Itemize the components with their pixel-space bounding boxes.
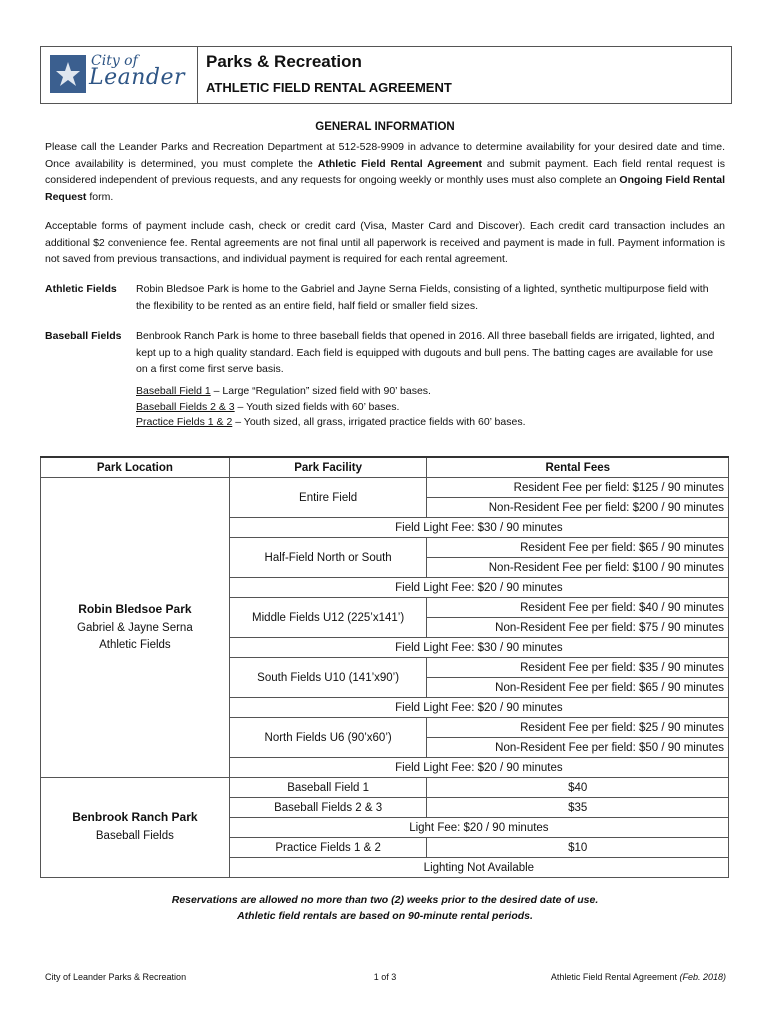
payment-paragraph: Acceptable forms of payment include cash, check or credit card (Visa, Master Card and Discover). Each credit card transaction includes an additional $2 convenience fee. Rental agreements are not final until all paperwork is received and payment is made in full. Payment information is not saved from previous transactions, and individual payment is required for each rental agreement.: [45, 220, 725, 265]
header-park-location: Park Location: [41, 457, 230, 478]
footer-left: City of Leander Parks & Recreation: [45, 972, 187, 982]
rental-fees-table: [40, 456, 729, 878]
resident-fee-cell: Resident Fee per field: $25 / 90 minutes: [427, 718, 729, 738]
nonresident-fee-cell: Non-Resident Fee per field: $200 / 90 minutes: [427, 498, 729, 518]
resident-fee-cell: Resident Fee per field: $40 / 90 minutes: [427, 598, 729, 618]
light-fee-cell: Field Light Fee: $30 / 90 minutes: [229, 518, 728, 538]
city-logo: [41, 47, 198, 103]
fee-cell: $40: [427, 778, 729, 798]
list-item: Baseball Fields 2 & 3 – Youth sized fields with 60’ bases.: [136, 400, 400, 413]
facility-cell: Baseball Fields 2 & 3: [229, 798, 427, 818]
table-row: [41, 778, 729, 798]
header-rental-fees: Rental Fees: [427, 457, 729, 478]
field-size-list: [136, 384, 525, 431]
facility-cell: Middle Fields U12 (225’x141’): [229, 598, 427, 638]
logo-name-text: Leander: [89, 65, 186, 90]
athletic-fields-label: Athletic Fields: [45, 283, 117, 295]
table-row: [41, 478, 729, 498]
facility-cell: North Fields U6 (90’x60’): [229, 718, 427, 758]
nonresident-fee-cell: Non-Resident Fee per field: $50 / 90 minutes: [427, 738, 729, 758]
robin-bledsoe-park-cell: [41, 478, 230, 778]
resident-fee-cell: Resident Fee per field: $125 / 90 minutes: [427, 478, 729, 498]
athletic-fields-section: [45, 281, 725, 314]
general-information-heading: GENERAL INFORMATION: [315, 121, 455, 133]
park-subtitle: Athletic Fields: [99, 638, 171, 651]
header-box: [40, 46, 732, 104]
header-park-facility: Park Facility: [229, 457, 427, 478]
note-line: Athletic field rentals are based on 90-minute rental periods.: [237, 910, 533, 922]
light-fee-cell: Lighting Not Available: [229, 858, 728, 878]
baseball-fields-label: Baseball Fields: [45, 330, 122, 342]
document-title: ATHLETIC FIELD RENTAL AGREEMENT: [206, 80, 452, 95]
facility-cell: Baseball Field 1: [229, 778, 427, 798]
fee-cell: $35: [427, 798, 729, 818]
logo-city-text: City of: [91, 53, 138, 69]
logo-star-icon: [50, 55, 86, 93]
light-fee-cell: Field Light Fee: $30 / 90 minutes: [229, 638, 728, 658]
park-name: Robin Bledsoe Park: [78, 601, 192, 616]
baseball-fields-section: [45, 328, 725, 378]
list-item: Practice Fields 1 & 2 – Youth sized, all grass, irrigated practice fields with 60’ bases.: [136, 416, 526, 428]
light-fee-cell: Light Fee: $20 / 90 minutes: [229, 818, 728, 838]
list-item: Baseball Field 1 – Large “Regulation” sized field with 90’ bases.: [136, 385, 431, 397]
table-header-row: [41, 457, 729, 478]
park-subtitle: Baseball Fields: [95, 830, 174, 842]
park-name: Benbrook Ranch Park: [72, 810, 198, 824]
facility-cell: Half-Field North or South: [229, 538, 427, 578]
resident-fee-cell: Resident Fee per field: $65 / 90 minutes: [427, 538, 729, 558]
nonresident-fee-cell: Non-Resident Fee per field: $75 / 90 minutes: [427, 618, 729, 638]
baseball-fields-text: Benbrook Ranch Park is home to three baseball fields that opened in 2016. All three baseball fields are irrigated, lighted, and kept up to a high quality standard. Each field is equipped with dugouts and bull pens. The batting cages are available for use on a first come first serve basis.: [136, 330, 715, 375]
note-line: Reservations are allowed no more than two (2) weeks prior to the desired date of use.: [171, 894, 599, 906]
nonresident-fee-cell: Non-Resident Fee per field: $100 / 90 minutes: [427, 558, 729, 578]
fee-cell: $10: [427, 838, 729, 858]
facility-cell: Entire Field: [229, 478, 427, 518]
park-subtitle: Gabriel & Jayne Serna: [77, 621, 193, 634]
benbrook-ranch-park-cell: [41, 778, 230, 878]
resident-fee-cell: Resident Fee per field: $35 / 90 minutes: [427, 658, 729, 678]
facility-cell: South Fields U10 (141’x90’): [229, 658, 427, 698]
facility-cell: Practice Fields 1 & 2: [229, 838, 427, 858]
light-fee-cell: Field Light Fee: $20 / 90 minutes: [229, 698, 728, 718]
page-number: 1 of 3: [373, 972, 397, 982]
department-name: Parks & Recreation: [206, 52, 362, 71]
footer-right: Athletic Field Rental Agreement (Feb. 2018): [550, 972, 726, 982]
nonresident-fee-cell: Non-Resident Fee per field: $65 / 90 minutes: [427, 678, 729, 698]
light-fee-cell: Field Light Fee: $20 / 90 minutes: [229, 578, 728, 598]
intro-paragraph: Please call the Leander Parks and Recreation Department at 512-528-9909 in advance to determine availability for your desired date and time. Once availability is determined, you must complete the Athletic Field Rental Agreement and submit payment. Each field rental request is considered independent of previous requests, and any requests for ongoing weekly or monthly uses must also complete an Ongoing Field Rental Request form.: [45, 141, 725, 203]
athletic-fields-text: Robin Bledsoe Park is home to the Gabriel and Jayne Serna Fields, consisting of a lighted, synthetic multipurpose field with the flexibility to be rented as an entire field, half field or smaller field sizes.: [136, 283, 709, 312]
reservation-notes: [0, 892, 770, 924]
light-fee-cell: Field Light Fee: $20 / 90 minutes: [229, 758, 728, 778]
